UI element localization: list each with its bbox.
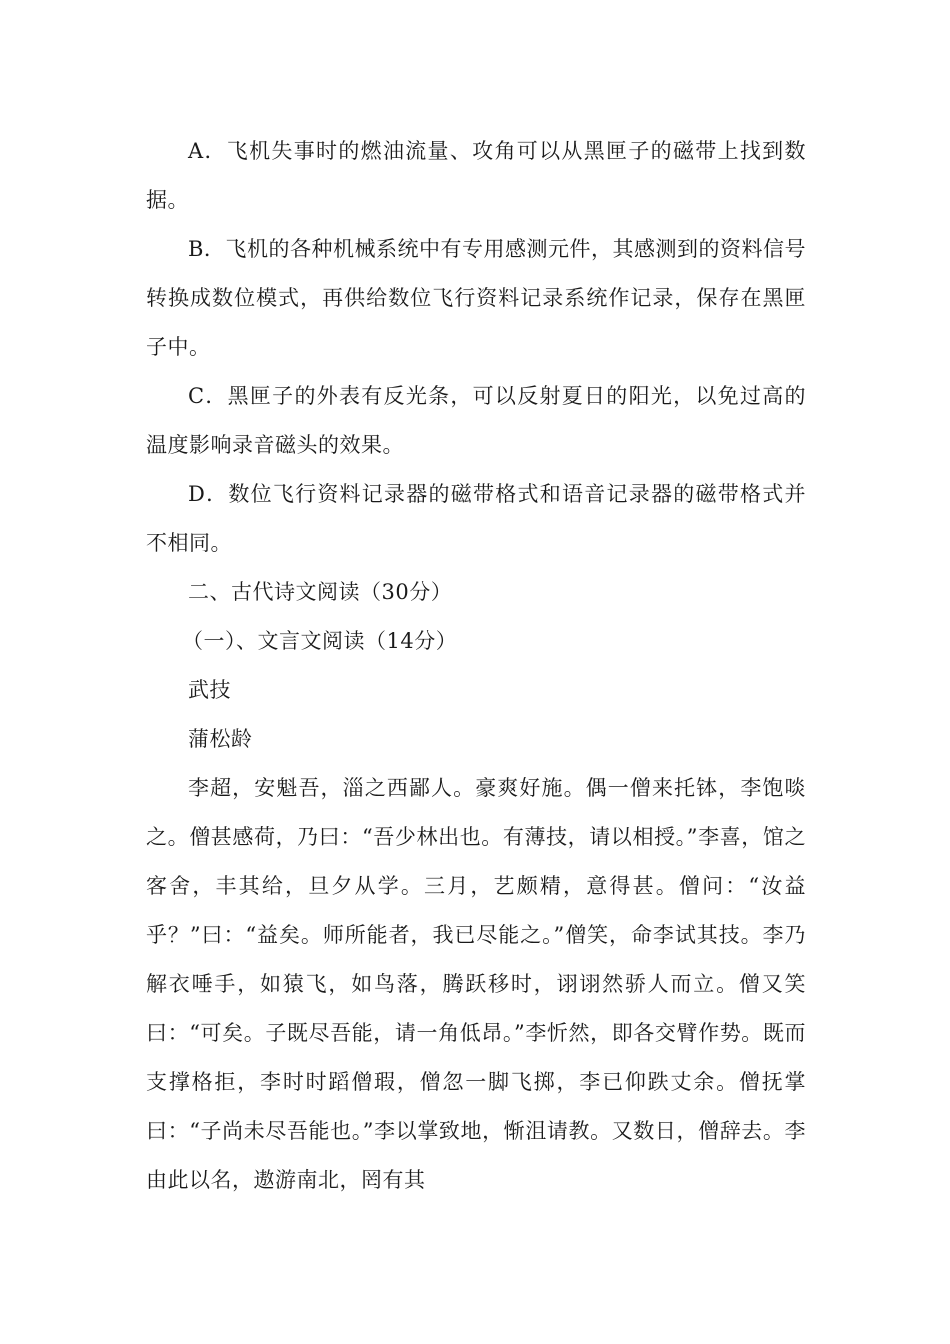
section-subtitle: （一）、文言文阅读（14分） [182,629,458,653]
passage-author: 蒲松龄 [188,727,253,751]
option-c: C．黑匣子的外表有反光条，可以反射夏日的阳光，以免过高的温度影响录音磁头的效果。 [146,384,806,457]
passage-body: 李超，安魁吾，淄之西鄙人。豪爽好施。偶一僧来托钵，李饱啖之。僧甚感荷，乃曰：“吾少林出也。有薄技，请以相授。”李喜，馆之客舍，丰其给，旦夕从学。三月，艺颇精，意得甚。僧问：“汝益乎？”曰：“益矣。师所能者，我已尽能之。”僧笑，命李试其技。李乃解衣唾手，如猿飞，如鸟落，腾跃移时，诩诩然骄人而立。僧又笑曰：“可矣。子既尽吾能，请一角低昂。”李忻然，即各交臂作势。既而支撑格拒，李时时蹈僧瑕，僧忽一脚飞掷，李已仰跌丈余。僧抚掌曰：“子尚未尽吾能也。”李以掌致地，惭沮请教。又数日，僧辞去。李由此以名，遨游南北，罔有其 [146,776,806,1192]
option-b: B．飞机的各种机械系统中有专用感测元件，其感测到的资料信号转换成数位模式，再供给数位飞行资料记录系统作记录，保存在黑匣子中。 [146,237,806,359]
option-a: A．飞机失事时的燃油流量、攻角可以从黑匣子的磁带上找到数据。 [146,139,806,212]
passage-title: 武技 [188,678,231,702]
option-d: D．数位飞行资料记录器的磁带格式和语音记录器的磁带格式并不相同。 [146,482,806,555]
document-content [146,127,806,1205]
section-title: 二、古代诗文阅读（30分） [188,580,453,604]
